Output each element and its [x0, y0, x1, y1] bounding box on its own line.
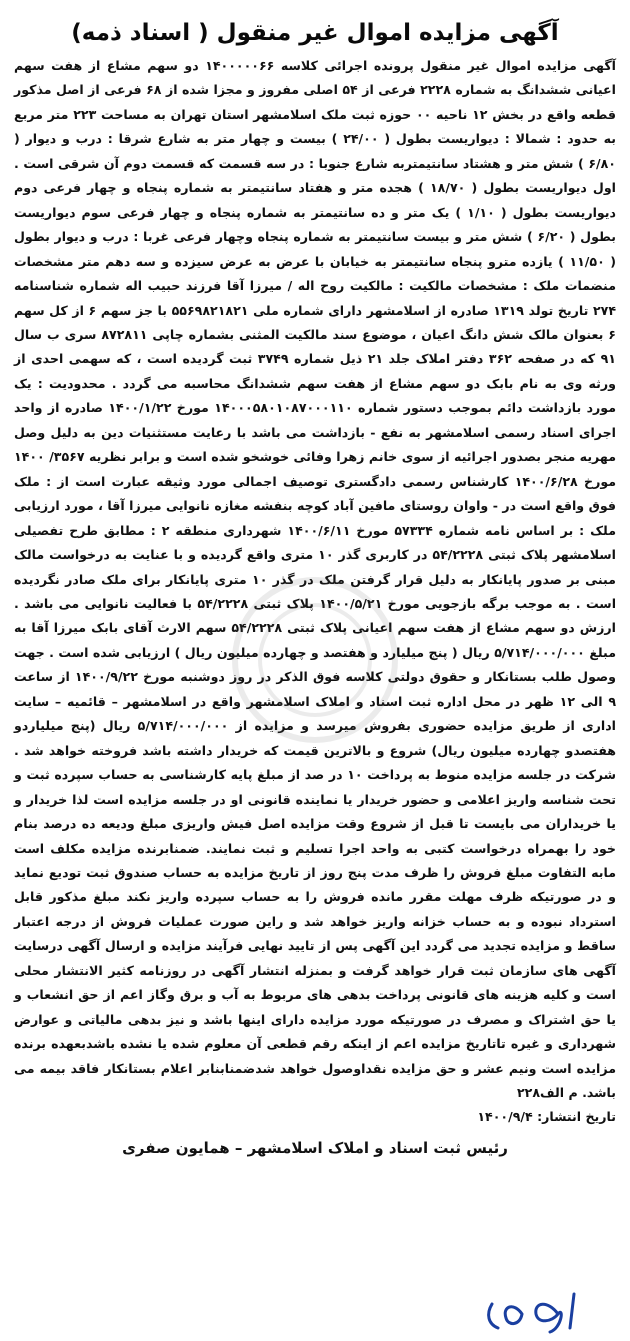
- notice-title: آگهی مزایده اموال غیر منقول ( اسناد ذمه): [71, 20, 559, 46]
- notice-body: آگهی مزایده اموال غیر منقول پرونده اجرائی کلاسه ۱۴۰۰۰۰۰۶۶ دو سهم مشاع از هفت سهم اعیانی ششدانگ به شماره ۲۲۲۸ فرعی از ۵۴ اصلی مفروز و مجزا شده از ۶۸ فرعی از اصل مذکور قطعه واقع در بخش ۱۲ ناحیه ۰۰ حوزه ثبت ملک اسلامشهر استان تهران به مساحت ۲۲۳ متر مربع به حدود : شمالا : دیواریست بطول ( ۲۴/۰۰ ) بیست و چهار متر به شارع شرقا : درب و دیوار ( ۶/۸۰ ) شش متر و هشتاد سانتیمتربه شارع جنوبا : در سه قسمت که قسمت دوم آن شرقی است . اول دیواریست بطول ( ۱۸/۷۰ ) هجده متر و هفتاد سانتیمتر به شماره پنجاه و چهار فرعی دوم دیواریست بطول ( ۱/۱۰ ) یک متر و ده سانتیمتر به شماره پنجاه و چهار فرعی سوم دیواریست بطول ( ۶/۲۰ ) شش متر و بیست سانتیمتر به شماره پنجاه وچهار فرعی غربا : درب و دیوار بطول ( ۱۱/۵۰ ) یازده مترو پنجاه سانتیمتر به خیابان با عرض به عرض سیزده و سه دهم متر مشخصات منضمات ملک : مشخصات مالکیت : مالکیت روح اله / میرزا آقا فرزند حبیب اله شماره شناسنامه ۲۷۴ تاریخ تولد ۱۳۱۹ صادره از اسلامشهر دارای شماره ملی ۵۵۶۹۸۲۱۸۲۱ با جز سهم ۶ از کل سهم ۶ بعنوان مالک شش دانگ اعیان ، موضوع سند مالکیت المثنی بشماره چاپی ۸۷۲۸۱۱ سری ب سال ۹۱ که در صفحه ۳۶۲ دفتر املاک جلد ۲۱ ذیل شماره ۳۷۴۹ ثبت گردیده است ، که سهمی احدی از ورثه وی به نام بابک دو سهم مشاع از هفت سهم ششدانگ محاسبه می گردد . محدودیت : یک مورد بازداشت دائم بموجب دستور شماره ۱۴۰۰۰۵۸۰۱۰۸۷۰۰۰۱۱۰ مورخ ۱۴۰۰/۱/۲۲ صادره از واحد اجرای اسناد رسمی اسلامشهر به نفع - بازداشت می باشد با رعایت مستثنیات دین به دلیل وصل مهریه منجر بصدور اجرائیه از سوی خانم زهرا وفائی خوشخو شده است و برابر نظریه ۳۵۶۷/ ۱۴۰۰ مورخ ۱۴۰۰/۶/۲۸ کارشناس رسمی دادگستری توصیف اجمالی مورد وثیقه عبارت است از : ملک فوق واقع است در - واوان روستای مافین آباد کوچه بنفشه مغازه نانوایی میرزا آقا ، مورد ارزیابی ملک : بر اساس نامه شماره ۵۷۳۳۴ مورخ ۱۴۰۰/۶/۱۱ شهرداری منطقه ۲ : مطابق طرح تفصیلی اسلامشهر پلاک ثبتی ۵۴/۲۲۲۸ در کاربری گذر ۱۰ متری واقع گردیده و با عنایت به درخواست مالک مبنی بر صدور پایانکار به دلیل قرار گرفتن ملک در گذر ۱۰ متری پایانکار برای ملک صادر نگردیده است . به موجب برگه بازجویی مورخ ۱۴۰۰/۵/۲۱ پلاک ثبتی ۵۴/۲۲۲۸ با فعالیت نانوایی می باشد . ارزش دو سهم مشاع از هفت سهم اعیانی پلاک ثبتی ۵۴/۲۲۲۸ سهم الارث آقای بابک میرزا آقا به مبلغ ۵/۷۱۴/۰۰۰/۰۰۰ ریال ( پنج میلیارد و هفتصد و چهارده میلیون ریال ) ارزیابی شده است . جهت وصول طلب بستانکار و حقوق دولتی کلاسه فوق الذکر در روز دوشنبه مورخ ۱۴۰۰/۹/۲۲ از ساعت ۹ الی ۱۲ ظهر در محل اداره ثبت اسناد و املاک اسلامشهر واقع در اسلامشهر – قائمیه – سایت اداری از طریق مزایده حضوری بفروش میرسد و مزایده از ۵/۷۱۴/۰۰۰/۰۰۰ ریال (پنج میلیاردو هفتصدو چهارده میلیون ریال) شروع و بالاترین قیمت که خریدار داشته باشد فروخته خواهد شد . شرکت در جلسه مزایده منوط به پرداخت ۱۰ در صد از مبلغ پایه کارشناسی به حساب سپرده ثبت و تحت شناسه واریز اعلامی و حضور خریدار یا نماینده قانونی او در جلسه مزایده است لذا خریدار و یا خریداران می بایست تا قبل از شروع وقت مزایده اصل فیش واریزی مبلغ ودیعه ده درصد بنام خود را بهمراه درخواست کتبی به واحد اجرا تسلیم و ثبت نمایند. ضمنابرنده مزایده مکلف است مابه التفاوت مبلغ فروش را ظرف مدت پنج روز از تاریخ مزایده به حساب صندوق ثبت تودیع نماید و در صورتیکه ظرف مهلت مقرر مانده فروش را به حساب سپرده واریز نکند مبلغ مذکور قابل استرداد نبوده و به حساب خزانه واریز خواهد شد و راین صورت عملیات فروش از درجه اعتبار ساقط و مزایده تجدید می گردد این آگهی پس از تایید نهایی فرآیند مزایده و ارسال آگهی درسایت آگهی های سازمان ثبت قرار خواهد گرفت و بمنزله انتشار آگهی در روزنامه کثیر الانتشار محلی است و کلیه هزینه های قانونی پرداخت بدهی های مربوط به آب و برق وگاز اعم از حق انشعاب و یا حق اشتراک و مصرف در صورتیکه مورد مزایده دارای اینها باشد و نیز بدهی مالیاتی و عوارض شهرداری و غیره تاتاریخ مزایده اعم از اینکه رقم قطعی آن معلوم شده یا نشده باشدبعهده برنده مزایده است ونیم عشر و حق مزایده نقداوصول خواهد شدضمنابنابر اعلام بستانکار فاقد بیمه می باشد. م الف۲۲۸: [14, 58, 617, 1101]
- signature-line: رئیس ثبت اسناد و املاک اسلامشهر – همایون صفری: [122, 1139, 508, 1158]
- handwritten-number: [478, 1284, 588, 1336]
- auction-notice: [14, 18, 616, 1163]
- publication-date: تاریخ انتشار: ۱۴۰۰/۹/۴: [477, 1109, 616, 1125]
